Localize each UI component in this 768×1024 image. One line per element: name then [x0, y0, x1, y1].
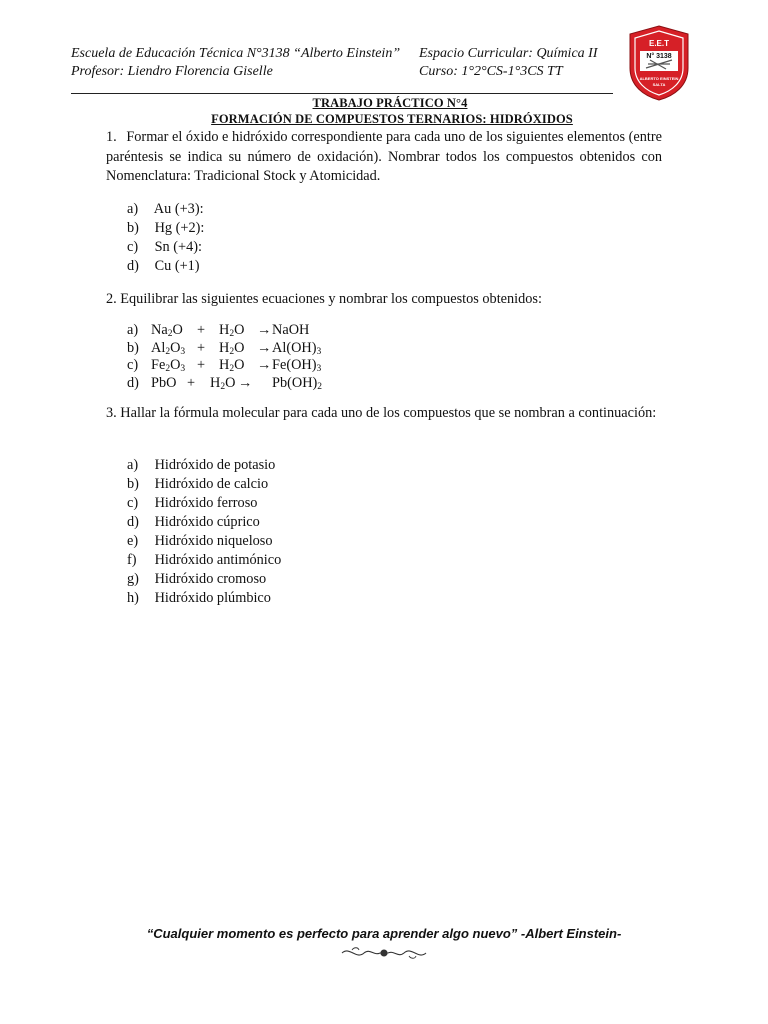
equation-arrow: →	[257, 322, 272, 338]
logo-text-name: ALBERTO EINSTEIN	[639, 76, 679, 81]
subject-name: Espacio Curricular: Química II	[419, 46, 598, 61]
list-item	[127, 257, 204, 276]
question-3-text: 3. Hallar la fórmula molecular para cada uno de los compuestos que se nombran a continuación:	[106, 405, 657, 421]
item-text: Hidróxido ferroso	[154, 495, 258, 511]
list-item	[127, 475, 281, 494]
logo-text-number: N° 3138	[646, 53, 672, 60]
equation-reactant: $Al_2O_3$	[151, 339, 186, 357]
item-label: a)	[127, 457, 139, 473]
equation-water: $H_2O$	[219, 357, 245, 374]
course-name: Curso: 1°2°CS-1°3CS TT	[419, 64, 563, 79]
question-1-number: 1.	[106, 129, 117, 145]
document-title: TRABAJO PRÁCTICO N°4	[312, 96, 468, 110]
item-label: h)	[127, 590, 139, 606]
school-logo-icon	[626, 24, 692, 102]
equation-arrow: →	[257, 339, 272, 356]
item-label: c)	[127, 239, 139, 255]
item-text: Hidróxido cúprico	[154, 514, 260, 530]
equation-water: $H_2O$	[219, 322, 245, 339]
equation-reactant: PbO	[151, 374, 177, 391]
item-label: f)	[127, 552, 137, 568]
item-text: Hidróxido plúmbico	[154, 590, 271, 606]
item-text: Hidróxido cromoso	[154, 571, 267, 587]
flourish-ornament-icon	[340, 944, 428, 962]
equation-plus: +	[197, 357, 206, 373]
question-1-list	[127, 200, 204, 276]
item-text: Hg (+2):	[154, 220, 205, 236]
question-3-list	[127, 456, 281, 608]
list-item	[127, 570, 281, 589]
equation-water: $H_2O$	[210, 374, 236, 392]
teacher-name: Profesor: Liendro Florencia Giselle	[71, 64, 273, 79]
item-text: Au (+3):	[153, 201, 204, 217]
equation-arrow: →	[238, 374, 253, 391]
document-subtitle: FORMACIÓN DE COMPUESTOS TERNARIOS: HIDRÓXIDOS	[211, 112, 573, 126]
header-divider	[71, 93, 613, 94]
list-item	[127, 494, 281, 513]
list-item	[127, 532, 281, 551]
item-text: Hidróxido de calcio	[154, 476, 269, 492]
equation-label: b)	[127, 339, 139, 356]
equation-product: $Al(OH)_3$	[272, 339, 322, 357]
item-label: d)	[127, 514, 139, 530]
equation-reactant: $Fe_2O_3$	[151, 357, 186, 374]
equation-label: a)	[127, 322, 139, 338]
item-text: Cu (+1)	[154, 258, 200, 274]
question-1-text	[106, 128, 662, 187]
list-item	[127, 551, 281, 570]
equation-water: $H_2O$	[219, 339, 245, 357]
equation-product: $Fe(OH)_3$	[272, 357, 322, 374]
item-label: d)	[127, 258, 139, 274]
equation-label: c)	[127, 357, 139, 373]
footer-quote: “Cualquier momento es perfecto para aprender algo nuevo” -Albert Einstein-	[146, 926, 622, 941]
equation-plus: +	[187, 374, 196, 391]
equation-reactant: $Na_2O$	[151, 322, 183, 339]
item-label: c)	[127, 495, 139, 511]
item-label: b)	[127, 220, 139, 236]
item-label: g)	[127, 571, 139, 587]
equation-product: $Pb(OH)_2$	[272, 374, 323, 392]
list-item	[127, 589, 281, 608]
equation-arrow: →	[257, 357, 272, 373]
logo-text-top: E.E.T	[648, 39, 670, 48]
equation-label: d)	[127, 374, 139, 391]
question-1-body: Formar el óxido e hidróxido correspondiente para cada uno de los siguientes elementos (entre paréntesis se indica su número de oxidación). Nombrar todos los compuestos obtenidos con Nomenclatura: Tradicional Stock y Atomicidad.	[106, 129, 662, 184]
list-item	[127, 456, 281, 475]
item-label: e)	[127, 533, 139, 549]
equation-plus: +	[197, 339, 206, 356]
logo-text-city: SALTA	[652, 82, 666, 87]
item-text: Sn (+4):	[154, 239, 202, 255]
list-item	[127, 200, 204, 219]
item-text: Hidróxido antimónico	[154, 552, 282, 568]
item-text: Hidróxido de potasio	[154, 457, 276, 473]
school-name: Escuela de Educación Técnica N°3138 “Alberto Einstein”	[71, 46, 401, 61]
equation-plus: +	[197, 322, 206, 338]
item-label: b)	[127, 476, 139, 492]
list-item	[127, 513, 281, 532]
question-2-text: 2. Equilibrar las siguientes ecuaciones y nombrar los compuestos obtenidos:	[106, 291, 542, 307]
item-text: Hidróxido niqueloso	[154, 533, 273, 549]
list-item	[127, 219, 204, 238]
item-label: a)	[127, 201, 139, 217]
list-item	[127, 238, 204, 257]
equation-product: NaOH	[272, 322, 310, 338]
